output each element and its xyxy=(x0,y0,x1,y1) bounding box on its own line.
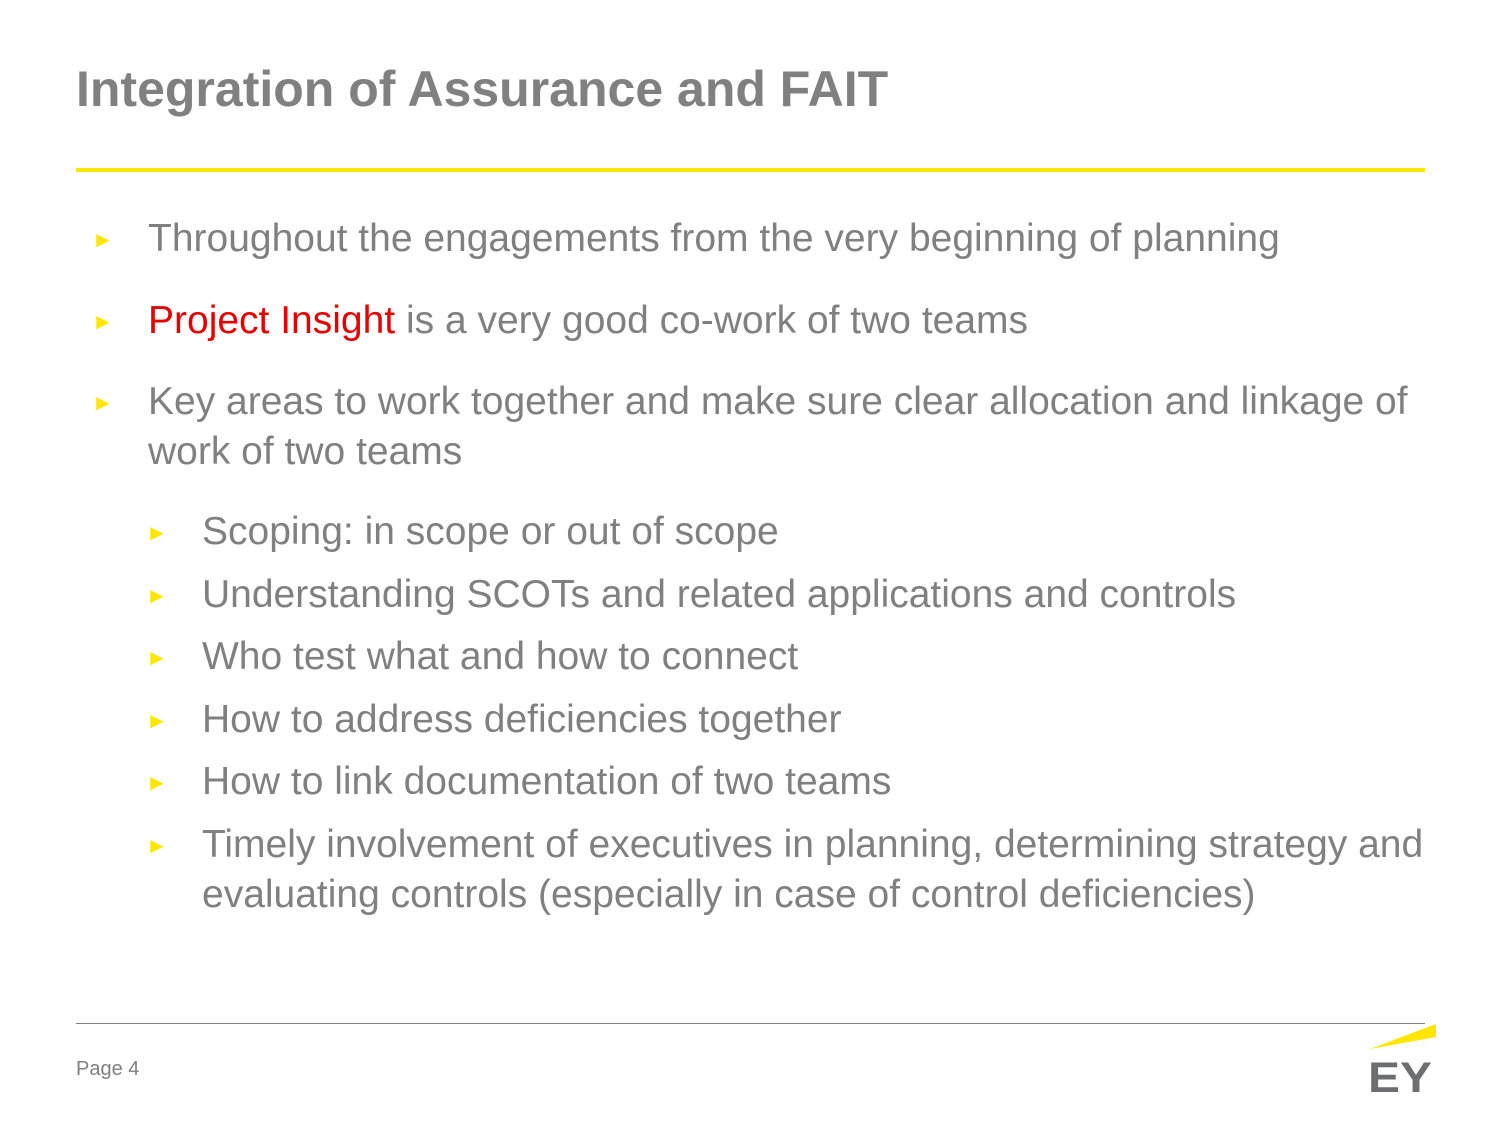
sub-bullet-text: Scoping: in scope or out of scope xyxy=(202,510,779,553)
bullet-marker-icon: ► xyxy=(146,770,168,795)
ey-logo-text: EY xyxy=(1368,1054,1432,1094)
sub-bullet-item xyxy=(146,757,1432,807)
sub-bullet-text: How to address deficiencies together xyxy=(202,698,842,741)
bullet-marker-icon: ► xyxy=(146,833,168,858)
bullet-marker-icon: ► xyxy=(146,645,168,670)
sub-bullet-text: How to link documentation of two teams xyxy=(202,760,892,803)
sub-bullet-item xyxy=(146,695,1432,745)
bullet-item xyxy=(92,296,1438,346)
sub-bullet-text: Understanding SCOTs and related applications and controls xyxy=(202,573,1237,616)
bullet-marker-icon: ► xyxy=(146,520,168,545)
bullet-text: Throughout the engagements from the very beginning of planning xyxy=(148,217,1280,260)
sub-bullet-text: Who test what and how to connect xyxy=(202,635,799,678)
footer-divider xyxy=(76,1023,1425,1024)
sub-bullet-item xyxy=(146,570,1432,620)
sub-bullet-item xyxy=(146,507,1432,557)
page-number: Page 4 xyxy=(76,1058,140,1080)
bullet-text xyxy=(148,296,1438,346)
project-insight-highlight: Project Insight xyxy=(148,299,396,342)
bullet-marker-icon: ► xyxy=(146,583,168,608)
sub-bullet-item xyxy=(146,632,1432,682)
bullet-marker-icon: ► xyxy=(146,708,168,733)
bullet-item xyxy=(92,377,1438,477)
bullet-text: Key areas to work together and make sure clear allocation and linkage of work of two teams xyxy=(148,380,1408,473)
bullet-text-rest: is a very good co-work of two teams xyxy=(395,299,1029,342)
bullet-marker-icon: ► xyxy=(92,227,114,252)
bullet-marker-icon: ► xyxy=(92,390,114,415)
bullet-marker-icon: ► xyxy=(92,309,114,334)
title-divider xyxy=(76,168,1425,172)
sub-bullet-item xyxy=(146,820,1432,920)
slide-title: Integration of Assurance and FAIT xyxy=(76,61,889,117)
sub-bullet-text: Timely involvement of executives in planning, determining strategy and evaluating controls (especially in case of control deficiencies) xyxy=(202,823,1424,916)
ey-logo-icon xyxy=(1366,1022,1438,1094)
bullet-item xyxy=(92,214,1438,264)
